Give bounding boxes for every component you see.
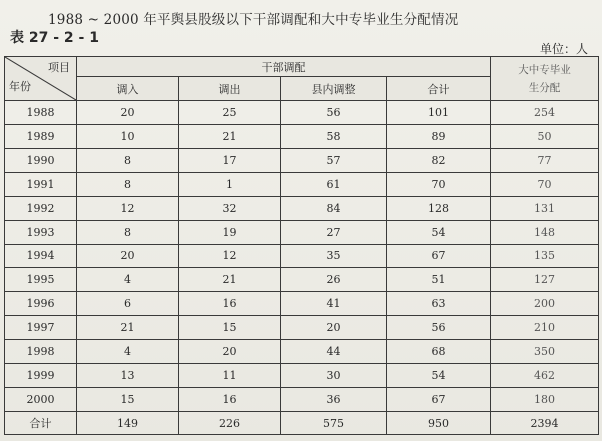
grad-cell: 254 xyxy=(491,101,599,125)
internal-cell: 58 xyxy=(281,124,387,148)
out-cell: 21 xyxy=(179,124,281,148)
header-internal-adjust: 县内调整 xyxy=(281,77,387,101)
in-cell: 8 xyxy=(77,148,179,172)
out-cell: 19 xyxy=(179,220,281,244)
year-cell: 1990 xyxy=(5,148,77,172)
header-transfer-out: 调出 xyxy=(179,77,281,101)
in-cell: 21 xyxy=(77,316,179,340)
internal-cell: 27 xyxy=(281,220,387,244)
table-row xyxy=(5,316,599,340)
year-cell: 1989 xyxy=(5,124,77,148)
year-cell: 1997 xyxy=(5,316,77,340)
in-cell: 10 xyxy=(77,124,179,148)
internal-cell: 41 xyxy=(281,292,387,316)
total-cell: 67 xyxy=(387,388,491,412)
table-row xyxy=(5,364,599,388)
total-cell: 63 xyxy=(387,292,491,316)
grad-cell: 148 xyxy=(491,220,599,244)
total-cell: 82 xyxy=(387,148,491,172)
grad-cell: 210 xyxy=(491,316,599,340)
document-title: 1988 ~ 2000 年平舆县股级以下干部调配和大中专毕业生分配情况 xyxy=(48,12,459,28)
grad-cell: 180 xyxy=(491,388,599,412)
header-total: 合计 xyxy=(387,77,491,101)
table-row xyxy=(5,172,599,196)
sum-out: 226 xyxy=(179,412,281,435)
table-row xyxy=(5,292,599,316)
grad-cell: 462 xyxy=(491,364,599,388)
in-cell: 4 xyxy=(77,268,179,292)
out-cell: 25 xyxy=(179,101,281,125)
internal-cell: 20 xyxy=(281,316,387,340)
total-cell: 128 xyxy=(387,196,491,220)
out-cell: 16 xyxy=(179,388,281,412)
total-cell: 56 xyxy=(387,316,491,340)
out-cell: 15 xyxy=(179,316,281,340)
table-row xyxy=(5,124,599,148)
total-cell: 54 xyxy=(387,220,491,244)
corner-header-cell xyxy=(5,57,77,101)
total-cell: 89 xyxy=(387,124,491,148)
in-cell: 8 xyxy=(77,220,179,244)
in-cell: 12 xyxy=(77,196,179,220)
table-row xyxy=(5,388,599,412)
table-row xyxy=(5,148,599,172)
sum-label: 合计 xyxy=(5,412,77,435)
year-cell: 1995 xyxy=(5,268,77,292)
year-cell: 2000 xyxy=(5,388,77,412)
internal-cell: 35 xyxy=(281,244,387,268)
table-row xyxy=(5,268,599,292)
table-row xyxy=(5,244,599,268)
internal-cell: 26 xyxy=(281,268,387,292)
out-cell: 32 xyxy=(179,196,281,220)
total-cell: 101 xyxy=(387,101,491,125)
year-cell: 1994 xyxy=(5,244,77,268)
internal-cell: 44 xyxy=(281,340,387,364)
corner-label-year: 年份 xyxy=(9,80,31,93)
in-cell: 20 xyxy=(77,101,179,125)
year-cell: 1993 xyxy=(5,220,77,244)
in-cell: 13 xyxy=(77,364,179,388)
year-cell: 1999 xyxy=(5,364,77,388)
staff-allocation-table xyxy=(4,56,599,435)
internal-cell: 61 xyxy=(281,172,387,196)
sum-internal: 575 xyxy=(281,412,387,435)
grad-cell: 200 xyxy=(491,292,599,316)
internal-cell: 30 xyxy=(281,364,387,388)
table-row xyxy=(5,220,599,244)
internal-cell: 84 xyxy=(281,196,387,220)
unit-label: 单位：人 xyxy=(539,42,588,56)
in-cell: 20 xyxy=(77,244,179,268)
table-body xyxy=(5,101,599,412)
grad-header-line1: 大中专毕业 xyxy=(518,63,571,76)
year-cell: 1991 xyxy=(5,172,77,196)
grad-cell: 131 xyxy=(491,196,599,220)
grad-cell: 77 xyxy=(491,148,599,172)
table-number: 表 27 - 2 - 1 xyxy=(10,30,99,46)
out-cell: 12 xyxy=(179,244,281,268)
in-cell: 8 xyxy=(77,172,179,196)
total-cell: 70 xyxy=(387,172,491,196)
grad-cell: 70 xyxy=(491,172,599,196)
out-cell: 1 xyxy=(179,172,281,196)
total-cell: 51 xyxy=(387,268,491,292)
out-cell: 11 xyxy=(179,364,281,388)
internal-cell: 36 xyxy=(281,388,387,412)
table-row xyxy=(5,340,599,364)
in-cell: 6 xyxy=(77,292,179,316)
in-cell: 4 xyxy=(77,340,179,364)
group-header-staff: 干部调配 xyxy=(77,57,491,77)
grad-cell: 350 xyxy=(491,340,599,364)
internal-cell: 57 xyxy=(281,148,387,172)
header-transfer-in: 调入 xyxy=(77,77,179,101)
year-cell: 1996 xyxy=(5,292,77,316)
total-cell: 67 xyxy=(387,244,491,268)
table-row xyxy=(5,196,599,220)
grad-cell: 135 xyxy=(491,244,599,268)
internal-cell: 56 xyxy=(281,101,387,125)
grad-cell: 127 xyxy=(491,268,599,292)
header-graduate-allocation xyxy=(491,57,599,101)
total-cell: 68 xyxy=(387,340,491,364)
corner-label-item: 项目 xyxy=(48,61,70,74)
out-cell: 17 xyxy=(179,148,281,172)
grad-header-line2: 生分配 xyxy=(528,81,561,94)
grad-cell: 50 xyxy=(491,124,599,148)
year-cell: 1992 xyxy=(5,196,77,220)
year-cell: 1988 xyxy=(5,101,77,125)
in-cell: 15 xyxy=(77,388,179,412)
sum-in: 149 xyxy=(77,412,179,435)
out-cell: 20 xyxy=(179,340,281,364)
sum-grad: 2394 xyxy=(491,412,599,435)
year-cell: 1998 xyxy=(5,340,77,364)
sum-total: 950 xyxy=(387,412,491,435)
total-cell: 54 xyxy=(387,364,491,388)
out-cell: 21 xyxy=(179,268,281,292)
table-row xyxy=(5,101,599,125)
out-cell: 16 xyxy=(179,292,281,316)
sum-row xyxy=(5,412,599,435)
